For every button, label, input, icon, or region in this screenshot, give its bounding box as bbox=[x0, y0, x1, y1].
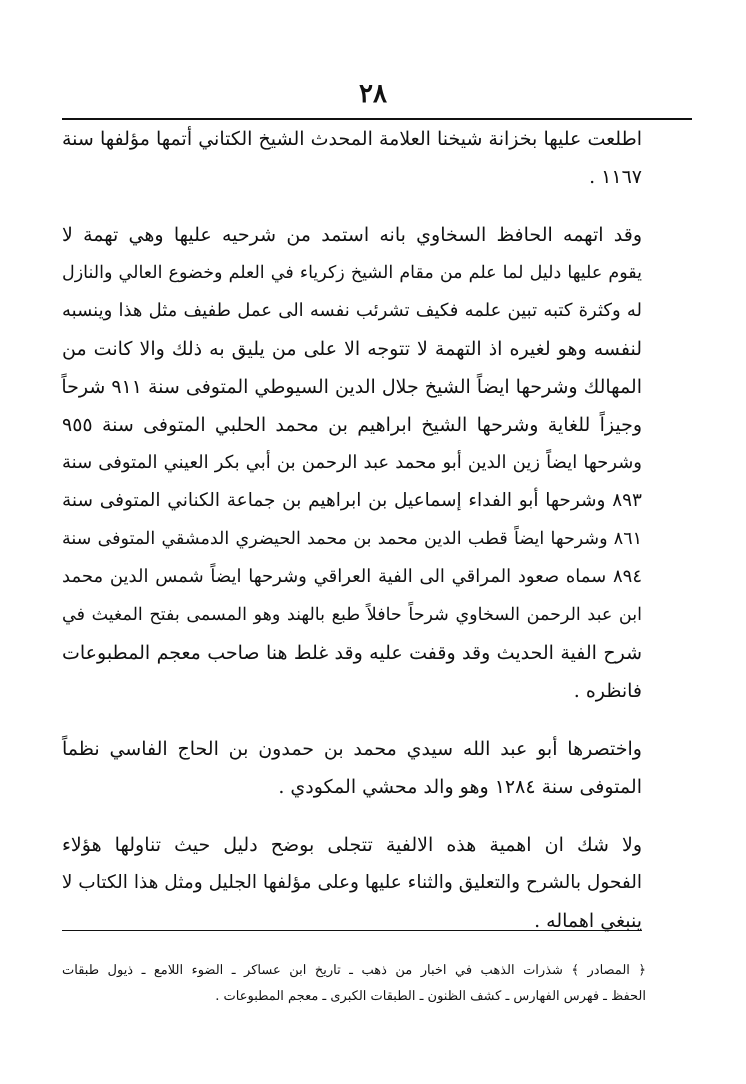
footnote-line: ﴿ المصادر ﴾ شذرات الذهب في اخبار من ذهب ـ تاريخ ابن عساكر ـ الضوء اللامع ـ ذيول طبقات bbox=[62, 963, 646, 978]
text-line: المهالك وشرحها ايضاً الشيخ جلال الدين السيوطي المتوفى سنة ٩١١ شرحاً bbox=[61, 376, 642, 398]
text-line: لنفسه وهو لغيره اذ التهمة لا تتوجه الا على من يليق به ذلك والا كانت من bbox=[62, 338, 642, 360]
text-line: واختصرها أبو عبد الله سيدي محمد بن حمدون بن الحاج الفاسي نظماً bbox=[62, 738, 642, 760]
paragraph-gap bbox=[62, 196, 642, 216]
footnote bbox=[62, 958, 646, 1010]
text-line: فانظره . bbox=[573, 680, 642, 702]
text-line: المتوفى سنة ١٢٨٤ وهو والد محشي المكودي . bbox=[278, 776, 642, 798]
footnote-rule bbox=[62, 930, 642, 931]
text-line: وجيزاً للغاية وشرحها الشيخ ابراهيم بن محمد الحلبي المتوفى سنة ٩٥٥ bbox=[62, 414, 642, 436]
text-line: له وكثرة كتبه تبين علمه فكيف تشرئب نفسه الى عمل طفيف مثل هذا وينسبه bbox=[62, 300, 642, 321]
text-line: ولا شك ان اهمية هذه الالفية تتجلى بوضح دليل حيث تناولها هؤلاء bbox=[62, 834, 642, 856]
paragraph-2 bbox=[62, 216, 642, 710]
text-line: شرح الفية الحديث وقد وقفت عليه وقد غلط هنا صاحب معجم المطبوعات bbox=[62, 642, 642, 664]
text-line: ٨٩٣ وشرحها أبو الفداء إسماعيل بن ابراهيم بن جماعة الكناني المتوفى سنة bbox=[62, 490, 642, 511]
text-line: ٨٦١ وشرحها ايضاً قطب الدين محمد بن محمد الحيضري الدمشقي المتوفى سنة bbox=[62, 529, 642, 549]
text-line: وشرحها ايضاً زين الدين أبو محمد عبد الرحمن بن أبي بكر العيني المتوفى سنة bbox=[62, 452, 642, 473]
page-number: ٢٨ bbox=[359, 79, 387, 109]
text-line: وقد اتهمه الحافظ السخاوي بانه استمد من شرحيه عليها وهي تهمة لا bbox=[62, 224, 642, 246]
body-text bbox=[62, 120, 642, 940]
text-line: الفحول بالشرح والتعليق والثناء عليها وعلى مؤلفها الجليل ومثل هذا الكتاب لا bbox=[61, 872, 642, 893]
paragraph-1 bbox=[62, 120, 642, 196]
text-line: اطلعت عليها بخزانة شيخنا العلامة المحدث الشيخ الكتاني أتمها مؤلفها سنة bbox=[62, 128, 642, 150]
footnote-line: الحفظ ـ فهرس الفهارس ـ كشف الظنون ـ الطبقات الكبرى ـ معجم المطبوعات . bbox=[215, 989, 646, 1004]
text-line: ٨٩٤ سماه صعود المراقي الى الفية العراقي وشرحها ايضاً شمس الدين محمد bbox=[62, 566, 642, 587]
paragraph-3 bbox=[62, 730, 642, 806]
text-line: ينبغي اهماله . bbox=[534, 910, 642, 932]
text-line: ابن عبد الرحمن السخاوي شرحاً حافلاً طبع بالهند وهو المسمى بفتح المغيث في bbox=[62, 605, 642, 625]
text-line: يقوم عليها دليل لما علم من مقام الشيخ زكرياء في العلم وخضوع العالي والنازل bbox=[62, 263, 642, 283]
paragraph-gap bbox=[62, 710, 642, 730]
paragraph-4 bbox=[62, 826, 642, 940]
paragraph-gap bbox=[62, 806, 642, 826]
text-line: ١١٦٧ . bbox=[589, 166, 642, 188]
